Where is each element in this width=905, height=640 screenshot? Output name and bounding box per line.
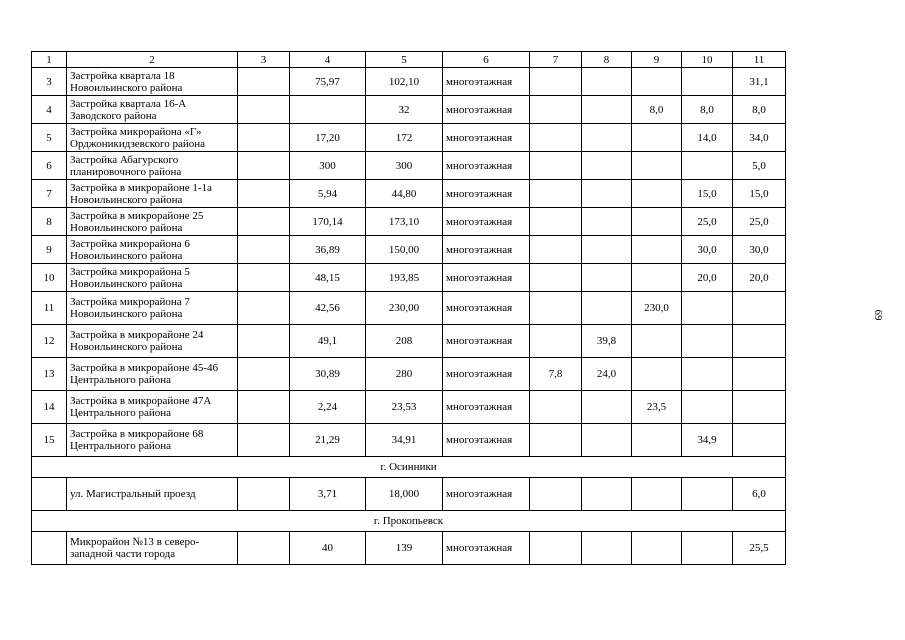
col11-cell: 31,1: [733, 68, 786, 96]
col9-cell: [632, 478, 682, 511]
col8-cell: [582, 391, 632, 424]
col5-cell: 139: [366, 532, 443, 565]
col9-cell: [632, 358, 682, 391]
col8-cell: [582, 424, 632, 457]
object-name-line: Застройка квартала 18: [70, 69, 175, 82]
col3-cell: [238, 358, 290, 391]
table-row: [32, 358, 786, 391]
object-name-line: Центрального района: [70, 407, 172, 419]
col4-cell: 30,89: [290, 358, 366, 391]
object-name-line: Орджоникидзевского района: [70, 137, 206, 150]
col9-cell: [632, 180, 682, 208]
header-cell: 10: [682, 52, 733, 68]
object-name-cell: [67, 124, 238, 152]
table-row: [32, 180, 786, 208]
object-name-line: Новоильинского района: [70, 308, 183, 320]
col8-cell: [582, 292, 632, 325]
row-number-cell: 13: [32, 358, 67, 391]
building-type-cell: многоэтажная: [443, 180, 530, 208]
header-cell: 5: [366, 52, 443, 68]
table-row: [32, 424, 786, 457]
col9-cell: [632, 124, 682, 152]
col5-cell: 150,00: [366, 236, 443, 264]
header-cell: 11: [733, 52, 786, 68]
row-number-cell: 9: [32, 236, 67, 264]
col3-cell: [238, 124, 290, 152]
object-name-cell: [67, 180, 238, 208]
col4-cell: 42,56: [290, 292, 366, 325]
row-number-cell: 6: [32, 152, 67, 180]
col9-cell: 8,0: [632, 96, 682, 124]
col7-cell: [530, 264, 582, 292]
col5-cell: 280: [366, 358, 443, 391]
col3-cell: [238, 532, 290, 565]
col4-cell: 49,1: [290, 325, 366, 358]
col5-cell: 44,80: [366, 180, 443, 208]
row-number-cell: [32, 532, 67, 565]
building-type-cell: многоэтажная: [443, 124, 530, 152]
col4-cell: 2,24: [290, 391, 366, 424]
col9-cell: [632, 424, 682, 457]
col5-cell: 208: [366, 325, 443, 358]
col8-cell: [582, 124, 632, 152]
col9-cell: [632, 325, 682, 358]
col3-cell: [238, 391, 290, 424]
object-name-cell: [67, 532, 238, 565]
col11-cell: 15,0: [733, 180, 786, 208]
col3-cell: [238, 325, 290, 358]
table-row: [32, 96, 786, 124]
table-row: [32, 325, 786, 358]
col7-cell: [530, 292, 582, 325]
col11-cell: [733, 424, 786, 457]
object-name-line: Застройка микрорайона «Г»: [70, 125, 202, 138]
col10-cell: [682, 478, 733, 511]
table-row: [32, 68, 786, 96]
page-number: 69: [872, 309, 884, 321]
building-type-cell: многоэтажная: [443, 208, 530, 236]
header-row: [32, 52, 786, 68]
col8-cell: 24,0: [582, 358, 632, 391]
object-name-line: Застройка в микрорайоне 45-46: [70, 362, 219, 374]
table-row: [32, 264, 786, 292]
col3-cell: [238, 478, 290, 511]
col3-cell: [238, 152, 290, 180]
col5-cell: 230,00: [366, 292, 443, 325]
col7-cell: [530, 391, 582, 424]
object-name-line: Застройка в микрорайоне 25: [70, 209, 204, 222]
col9-cell: [632, 68, 682, 96]
col11-cell: [733, 391, 786, 424]
col10-cell: 15,0: [682, 180, 733, 208]
row-number-cell: 8: [32, 208, 67, 236]
col8-cell: [582, 152, 632, 180]
col11-cell: [733, 292, 786, 325]
col5-cell: 23,53: [366, 391, 443, 424]
object-name-line: Застройка микрорайона 6: [70, 237, 190, 250]
col11-cell: [733, 325, 786, 358]
col4-cell: 300: [290, 152, 366, 180]
object-name-line: планировочного района: [70, 165, 182, 178]
col10-cell: [682, 68, 733, 96]
col10-cell: [682, 292, 733, 325]
col3-cell: [238, 292, 290, 325]
col8-cell: [582, 96, 632, 124]
col10-cell: 20,0: [682, 264, 733, 292]
row-number-cell: 3: [32, 68, 67, 96]
object-name-line: Застройка в микрорайоне 68: [70, 428, 204, 440]
object-name-line: Застройка микрорайона 7: [70, 296, 190, 308]
row-number-cell: 15: [32, 424, 67, 457]
object-name-cell: [67, 236, 238, 264]
col9-cell: [632, 236, 682, 264]
header-cell: 3: [238, 52, 290, 68]
building-type-cell: многоэтажная: [443, 292, 530, 325]
object-name-line: Застройка в микрорайоне 1-1а: [70, 181, 212, 194]
col11-cell: 8,0: [733, 96, 786, 124]
table-row: [32, 208, 786, 236]
object-name-line: Новоильинского района: [70, 277, 183, 290]
col7-cell: 7,8: [530, 358, 582, 391]
col10-cell: [682, 325, 733, 358]
row-number-cell: 12: [32, 325, 67, 358]
col10-cell: 34,9: [682, 424, 733, 457]
col5-cell: 300: [366, 152, 443, 180]
col9-cell: [632, 152, 682, 180]
col4-cell: 3,71: [290, 478, 366, 511]
col7-cell: [530, 478, 582, 511]
object-name-cell: [67, 358, 238, 391]
col10-cell: 25,0: [682, 208, 733, 236]
object-name-line: Центрального района: [70, 440, 172, 452]
col7-cell: [530, 424, 582, 457]
col10-cell: [682, 532, 733, 565]
col3-cell: [238, 96, 290, 124]
col7-cell: [530, 96, 582, 124]
building-type-cell: многоэтажная: [443, 152, 530, 180]
row-number-cell: [32, 478, 67, 511]
object-name-line: Новоильинского района: [70, 193, 183, 206]
table-row: [32, 532, 786, 565]
header-cell: 8: [582, 52, 632, 68]
object-name-cell: [67, 264, 238, 292]
col11-cell: 5,0: [733, 152, 786, 180]
col8-cell: [582, 208, 632, 236]
object-name-cell: [67, 96, 238, 124]
building-type-cell: многоэтажная: [443, 236, 530, 264]
row-number-cell: 5: [32, 124, 67, 152]
col7-cell: [530, 236, 582, 264]
col4-cell: 17,20: [290, 124, 366, 152]
col3-cell: [238, 264, 290, 292]
table-row: [32, 478, 786, 511]
header-cell: 6: [443, 52, 530, 68]
col8-cell: [582, 264, 632, 292]
header-cell: 7: [530, 52, 582, 68]
city-group-row: [32, 511, 786, 532]
object-name-cell: [67, 152, 238, 180]
object-name-line: Застройка квартала 16-А: [70, 97, 187, 110]
object-name-cell: [67, 478, 238, 511]
col4-cell: 48,15: [290, 264, 366, 292]
col10-cell: 14,0: [682, 124, 733, 152]
col7-cell: [530, 68, 582, 96]
object-name-line: Застройка Абагурского: [70, 153, 179, 166]
col10-cell: [682, 152, 733, 180]
col3-cell: [238, 208, 290, 236]
building-type-cell: многоэтажная: [443, 532, 530, 565]
table-row: [32, 292, 786, 325]
col3-cell: [238, 180, 290, 208]
row-number-cell: 10: [32, 264, 67, 292]
row-number-cell: 14: [32, 391, 67, 424]
object-name-cell: [67, 325, 238, 358]
col4-cell: 40: [290, 532, 366, 565]
table-row: [32, 152, 786, 180]
col3-cell: [238, 68, 290, 96]
col4-cell: 21,29: [290, 424, 366, 457]
row-number-cell: 11: [32, 292, 67, 325]
col7-cell: [530, 152, 582, 180]
building-type-cell: многоэтажная: [443, 424, 530, 457]
col7-cell: [530, 124, 582, 152]
object-name-line: Новоильинского района: [70, 249, 183, 262]
col4-cell: 36,89: [290, 236, 366, 264]
col4-cell: 75,97: [290, 68, 366, 96]
col11-cell: 25,5: [733, 532, 786, 565]
col8-cell: [582, 532, 632, 565]
table-row: [32, 236, 786, 264]
col10-cell: [682, 358, 733, 391]
building-type-cell: многоэтажная: [443, 96, 530, 124]
object-name-line: Новоильинского района: [70, 341, 183, 353]
object-name-line: Застройка микрорайона 5: [70, 265, 190, 278]
building-type-cell: многоэтажная: [443, 264, 530, 292]
col10-cell: [682, 391, 733, 424]
object-name-line: Центрального района: [70, 374, 172, 386]
col9-cell: [632, 264, 682, 292]
header-cell: 9: [632, 52, 682, 68]
col11-cell: 25,0: [733, 208, 786, 236]
col4-cell: [290, 96, 366, 124]
col9-cell: [632, 532, 682, 565]
col5-cell: 172: [366, 124, 443, 152]
object-name-cell: [67, 292, 238, 325]
col10-cell: 8,0: [682, 96, 733, 124]
col9-cell: [632, 208, 682, 236]
col3-cell: [238, 236, 290, 264]
col5-cell: 102,10: [366, 68, 443, 96]
col11-cell: 20,0: [733, 264, 786, 292]
col8-cell: [582, 68, 632, 96]
object-name-line: Застройка в микрорайоне 24: [70, 329, 204, 341]
col11-cell: 6,0: [733, 478, 786, 511]
col8-cell: [582, 478, 632, 511]
building-type-cell: многоэтажная: [443, 391, 530, 424]
col11-cell: 30,0: [733, 236, 786, 264]
building-type-cell: многоэтажная: [443, 325, 530, 358]
object-name-line: Новоильинского района: [70, 221, 183, 234]
col7-cell: [530, 325, 582, 358]
object-name-cell: [67, 391, 238, 424]
col4-cell: 170,14: [290, 208, 366, 236]
col7-cell: [530, 208, 582, 236]
col3-cell: [238, 424, 290, 457]
col11-cell: [733, 358, 786, 391]
table-row: [32, 391, 786, 424]
city-group-row: [32, 457, 786, 478]
city-title: г. Прокопьевск: [32, 511, 786, 532]
object-name-cell: [67, 424, 238, 457]
header-cell: 1: [32, 52, 67, 68]
row-number-cell: 4: [32, 96, 67, 124]
header-cell: 4: [290, 52, 366, 68]
col8-cell: [582, 180, 632, 208]
city-title: г. Осинники: [32, 457, 786, 478]
object-name-line: ул. Магистральный проезд: [70, 488, 196, 500]
col5-cell: 18,000: [366, 478, 443, 511]
building-type-cell: многоэтажная: [443, 68, 530, 96]
object-name-cell: [67, 68, 238, 96]
col7-cell: [530, 180, 582, 208]
row-number-cell: 7: [32, 180, 67, 208]
building-type-cell: многоэтажная: [443, 358, 530, 391]
data-table: [31, 51, 786, 565]
object-name-line: западной части города: [70, 548, 176, 560]
col9-cell: 230,0: [632, 292, 682, 325]
building-type-cell: многоэтажная: [443, 478, 530, 511]
header-cell: 2: [67, 52, 238, 68]
col10-cell: 30,0: [682, 236, 733, 264]
object-name-line: Застройка в микрорайоне 47А: [70, 395, 212, 407]
object-name-line: Новоильинского района: [70, 81, 183, 94]
col5-cell: 173,10: [366, 208, 443, 236]
object-name-line: Микрорайон №13 в северо-: [70, 536, 200, 548]
col5-cell: 34,91: [366, 424, 443, 457]
object-name-line: Заводского района: [70, 109, 157, 122]
col9-cell: 23,5: [632, 391, 682, 424]
object-name-cell: [67, 208, 238, 236]
col5-cell: 193,85: [366, 264, 443, 292]
col5-cell: 32: [366, 96, 443, 124]
col11-cell: 34,0: [733, 124, 786, 152]
col8-cell: [582, 236, 632, 264]
col4-cell: 5,94: [290, 180, 366, 208]
col8-cell: 39,8: [582, 325, 632, 358]
table-row: [32, 124, 786, 152]
col7-cell: [530, 532, 582, 565]
